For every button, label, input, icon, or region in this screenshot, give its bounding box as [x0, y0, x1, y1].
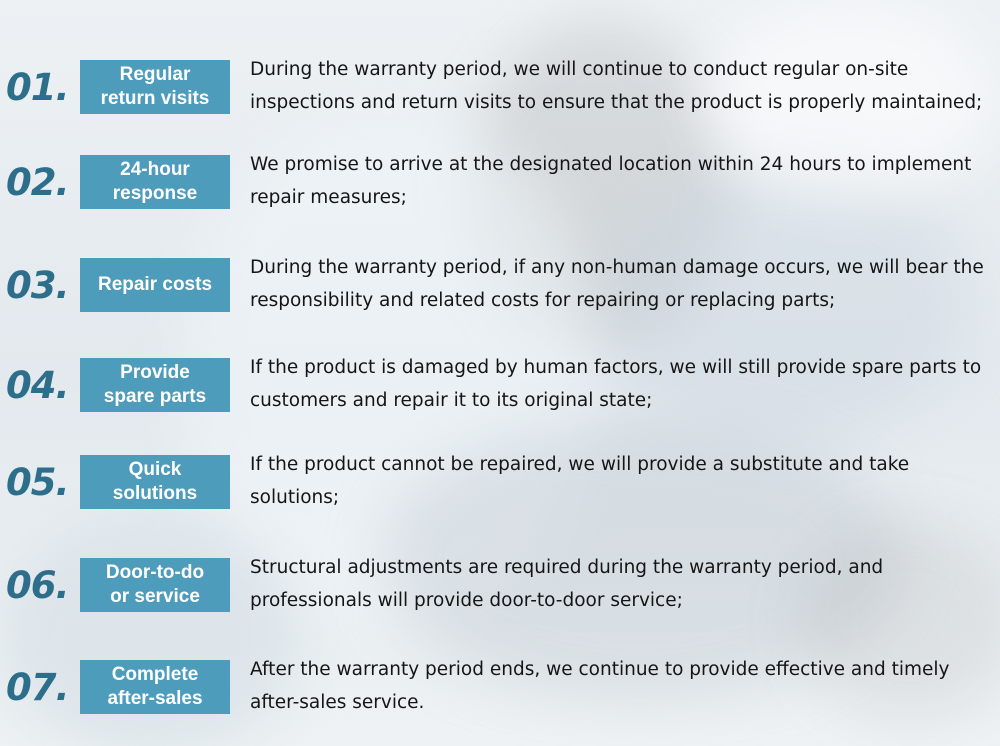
item-label-badge: Complete after-sales	[80, 660, 230, 714]
item-label-badge: Repair costs	[80, 258, 230, 312]
item-number: 05.	[6, 460, 69, 504]
item-description: During the warranty period, we will continue to conduct regular on-site inspections and return visits to ensure that the product is properly maintained;	[250, 59, 983, 113]
item-description: If the product cannot be repaired, we will provide a substitute and take solutions;	[250, 454, 910, 508]
service-item-repair-costs	[0, 245, 1000, 325]
service-item-door-to-door-service	[0, 545, 1000, 625]
item-number: 04.	[6, 363, 69, 407]
service-item-provide-spare-parts	[0, 345, 1000, 425]
service-item-regular-return-visits	[0, 47, 1000, 127]
item-label-badge: Provide spare parts	[80, 358, 230, 412]
item-label-badge: Door-to-do or service	[80, 558, 230, 612]
item-number: 02.	[6, 160, 69, 204]
item-description: We promise to arrive at the designated location within 24 hours to implement repair measures;	[250, 154, 972, 208]
service-item-24-hour-response	[0, 142, 1000, 222]
item-label-badge: Regular return visits	[80, 60, 230, 114]
item-number: 03.	[6, 263, 69, 307]
item-label-badge: Quick solutions	[80, 455, 230, 509]
item-description: If the product is damaged by human factors, we will still provide spare parts to customers and repair it to its original state;	[250, 357, 982, 411]
service-item-complete-after-sales	[0, 647, 1000, 727]
item-number: 07.	[6, 665, 69, 709]
item-number: 01.	[6, 65, 69, 109]
item-description: Structural adjustments are required during the warranty period, and professionals will provide door-to-door service;	[250, 557, 884, 611]
item-number: 06.	[6, 563, 69, 607]
item-label-badge: 24-hour response	[80, 155, 230, 209]
service-item-quick-solutions	[0, 442, 1000, 522]
item-description: After the warranty period ends, we continue to provide effective and timely after-sales service.	[250, 659, 950, 713]
item-description: During the warranty period, if any non-human damage occurs, we will bear the responsibility and related costs for repairing or replacing parts;	[250, 257, 984, 311]
